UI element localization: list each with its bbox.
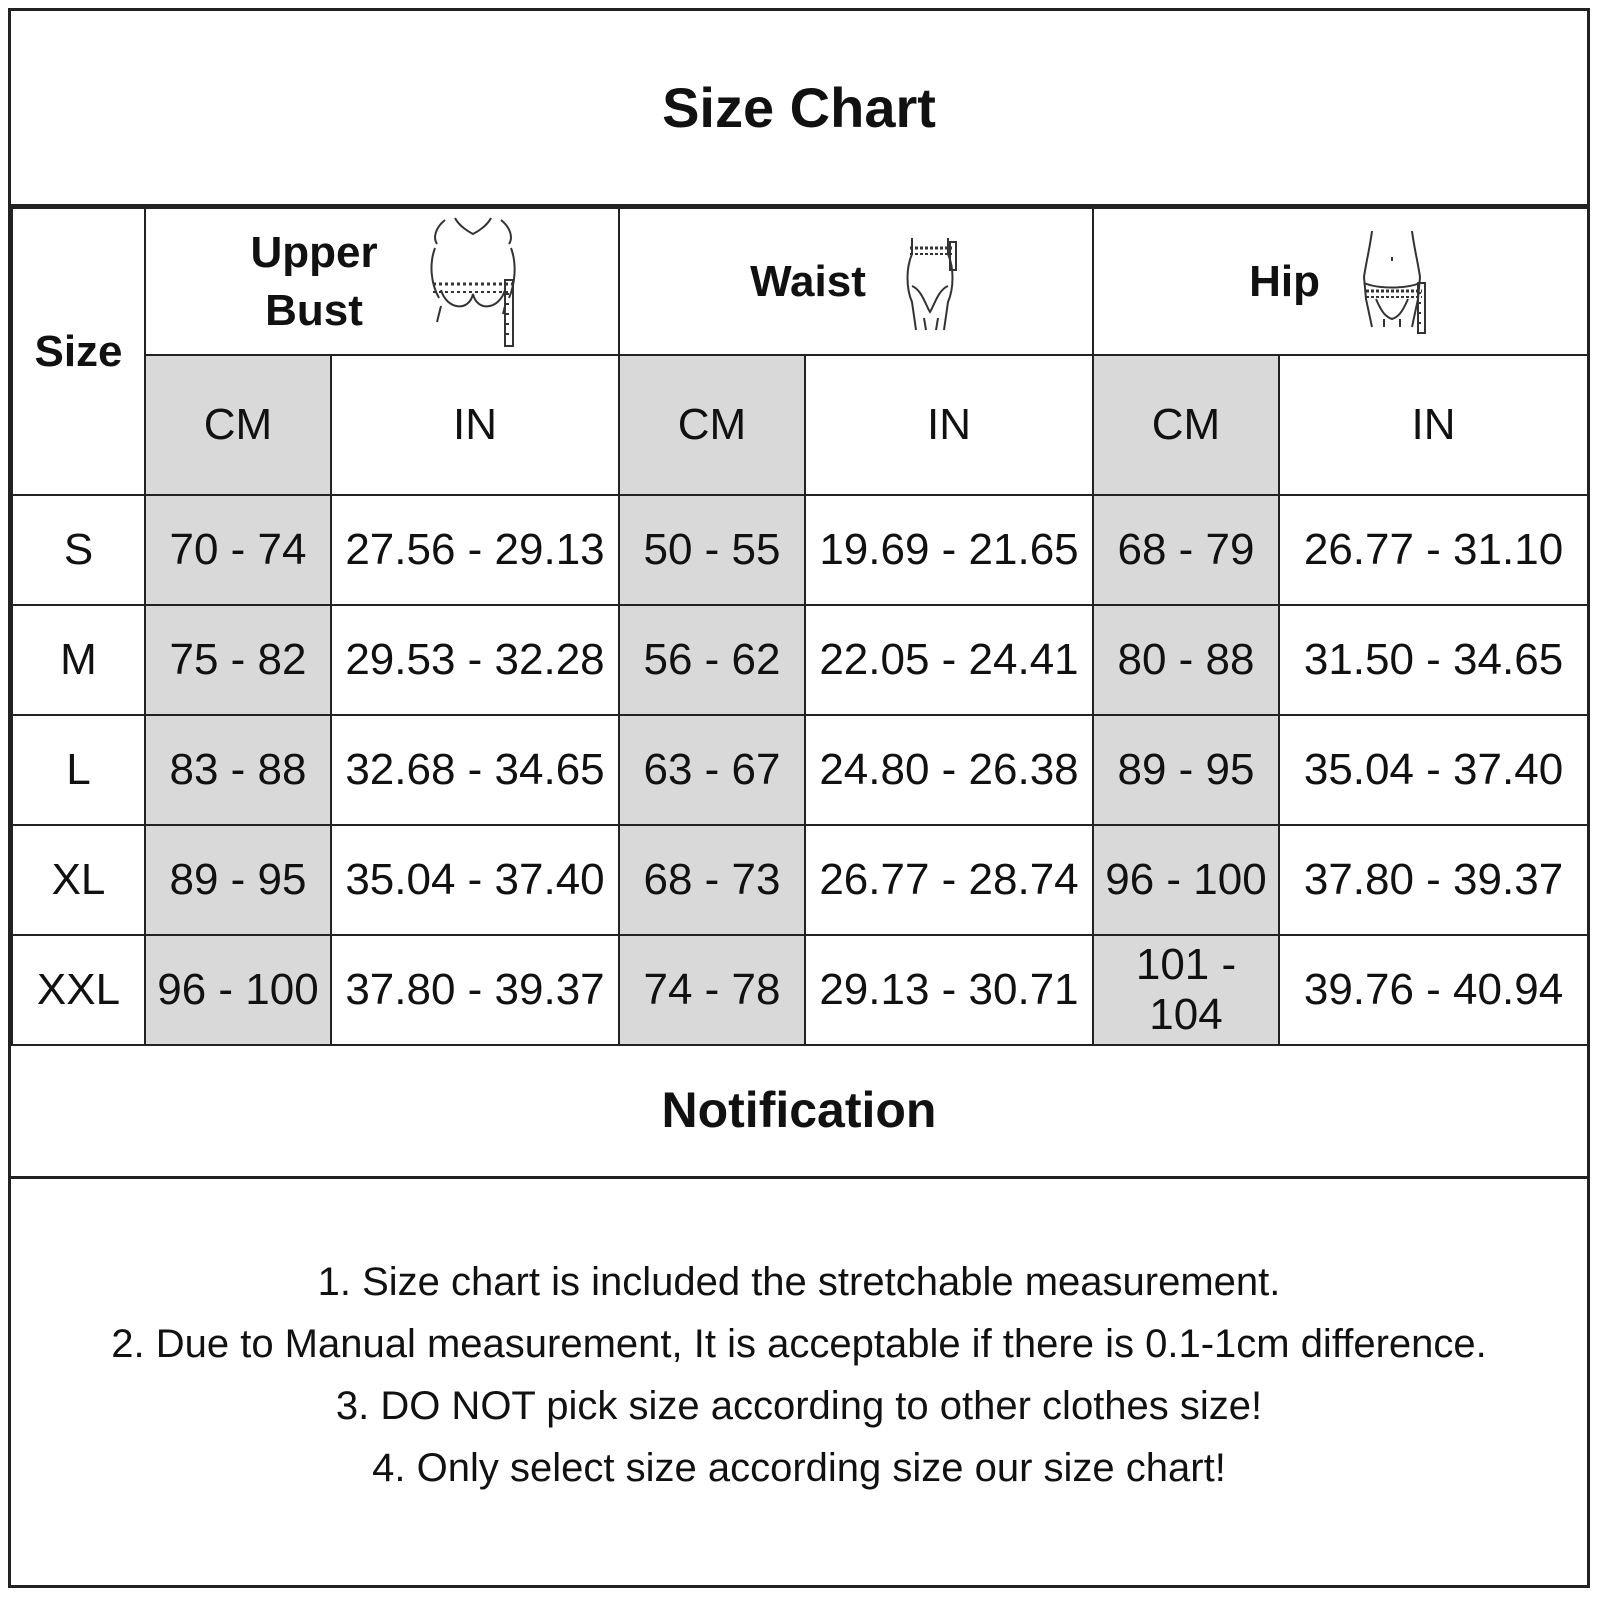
hip-label: Hip — [1249, 256, 1320, 306]
bust-cm-cell: 75 - 82 — [145, 605, 331, 715]
hip-measure-icon — [1356, 227, 1432, 337]
notification-notes — [11, 1251, 1587, 1499]
bust-cm-cell: 89 - 95 — [145, 825, 331, 935]
waist-in-cell: 26.77 - 28.74 — [805, 825, 1093, 935]
waist-in-cell: 24.80 - 26.38 — [805, 715, 1093, 825]
units-header-row — [12, 355, 1588, 495]
note-line: 1. Size chart is included the stretchable measurement. — [317, 1260, 1281, 1304]
bust-in-cell: 32.68 - 34.65 — [331, 715, 619, 825]
waist-measure-icon — [902, 232, 962, 332]
size-cell: M — [12, 605, 145, 715]
table-row — [12, 495, 1588, 605]
upper-bust-cm-header: CM — [145, 355, 331, 495]
hip-in-cell: 39.76 - 40.94 — [1279, 935, 1588, 1045]
waist-in-header: IN — [805, 355, 1093, 495]
note-line: 3. DO NOT pick size according to other clothes size! — [335, 1384, 1263, 1428]
size-cell: XL — [12, 825, 145, 935]
size-chart — [8, 8, 1590, 1588]
note-line: 2. Due to Manual measurement, It is acceptable if there is 0.1-1cm difference. — [111, 1322, 1487, 1366]
notification-title: Notification — [661, 1081, 937, 1138]
table-group-header — [12, 208, 1588, 355]
waist-cm-cell: 50 - 55 — [619, 495, 805, 605]
page-title: Size Chart — [662, 76, 936, 139]
size-cell: XXL — [12, 935, 145, 1045]
waist-cm-cell: 63 - 67 — [619, 715, 805, 825]
bust-cm-cell: 83 - 88 — [145, 715, 331, 825]
size-cell: L — [12, 715, 145, 825]
waist-in-cell: 22.05 - 24.41 — [805, 605, 1093, 715]
size-column-header: Size — [12, 208, 145, 495]
notification-bar — [11, 1043, 1587, 1179]
size-table — [11, 207, 1589, 1046]
bust-in-cell: 29.53 - 32.28 — [331, 605, 619, 715]
hip-group-header — [1093, 208, 1588, 355]
hip-in-cell: 37.80 - 39.37 — [1279, 825, 1588, 935]
hip-in-header: IN — [1279, 355, 1588, 495]
hip-cm-cell: 96 - 100 — [1093, 825, 1279, 935]
hip-cm-cell: 89 - 95 — [1093, 715, 1279, 825]
waist-in-cell: 29.13 - 30.71 — [805, 935, 1093, 1045]
title-bar — [11, 11, 1587, 207]
hip-cm-header: CM — [1093, 355, 1279, 495]
bust-in-cell: 27.56 - 29.13 — [331, 495, 619, 605]
hip-in-cell: 35.04 - 37.40 — [1279, 715, 1588, 825]
table-row — [12, 715, 1588, 825]
bust-cm-cell: 70 - 74 — [145, 495, 331, 605]
waist-cm-cell: 56 - 62 — [619, 605, 805, 715]
hip-cm-cell: 80 - 88 — [1093, 605, 1279, 715]
size-cell: S — [12, 495, 145, 605]
table-row — [12, 825, 1588, 935]
upper-bust-label: Upper Bust — [250, 227, 378, 335]
hip-cm-cell: 68 - 79 — [1093, 495, 1279, 605]
upper-bust-measure-icon — [425, 214, 525, 350]
table-row — [12, 935, 1588, 1045]
table-row — [12, 605, 1588, 715]
waist-label: Waist — [750, 256, 866, 306]
hip-cm-cell: 101 - 104 — [1093, 935, 1279, 1045]
waist-in-cell: 19.69 - 21.65 — [805, 495, 1093, 605]
waist-cm-header: CM — [619, 355, 805, 495]
hip-in-cell: 31.50 - 34.65 — [1279, 605, 1588, 715]
hip-in-cell: 26.77 - 31.10 — [1279, 495, 1588, 605]
upper-bust-in-header: IN — [331, 355, 619, 495]
bust-in-cell: 35.04 - 37.40 — [331, 825, 619, 935]
bust-in-cell: 37.80 - 39.37 — [331, 935, 619, 1045]
waist-cm-cell: 68 - 73 — [619, 825, 805, 935]
note-line: 4. Only select size according size our size chart! — [372, 1446, 1226, 1490]
upper-bust-group-header — [145, 208, 619, 355]
waist-group-header — [619, 208, 1093, 355]
bust-cm-cell: 96 - 100 — [145, 935, 331, 1045]
waist-cm-cell: 74 - 78 — [619, 935, 805, 1045]
